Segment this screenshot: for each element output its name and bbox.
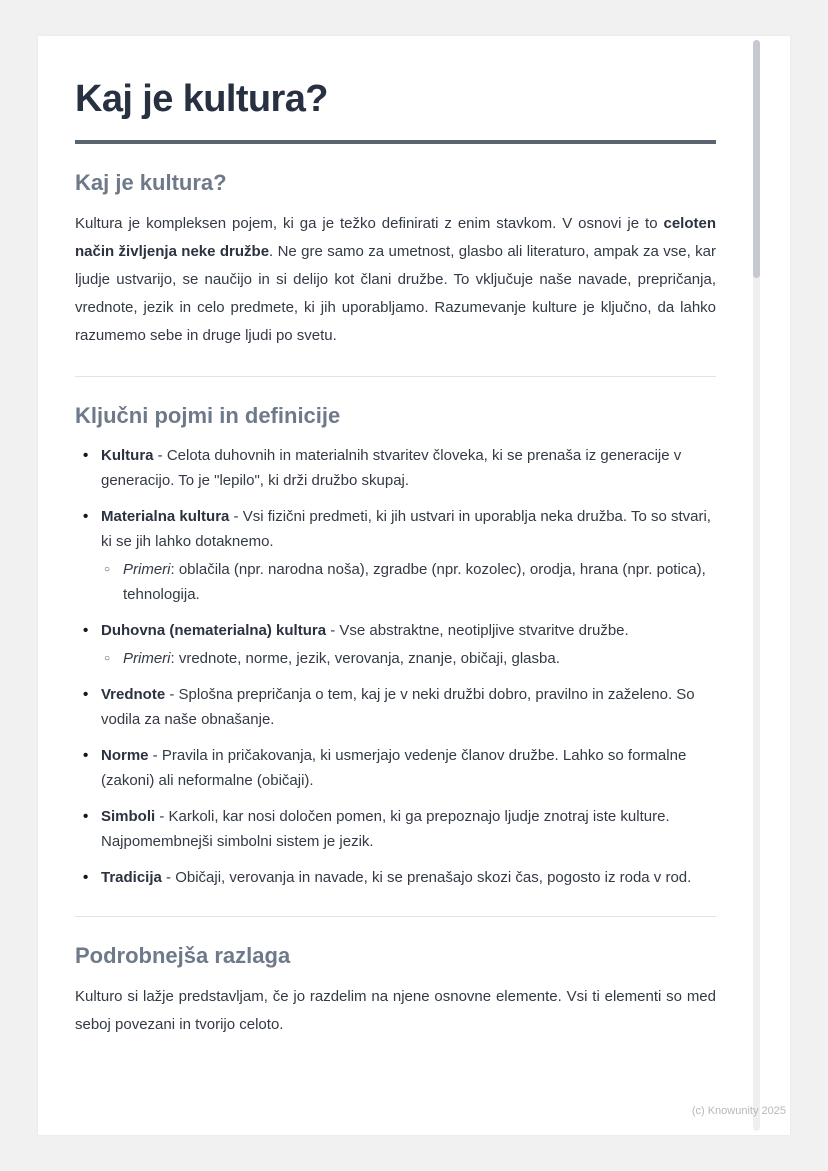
list-item-vrednote	[75, 682, 716, 732]
term-label: Simboli	[101, 808, 156, 825]
section-divider-2	[75, 916, 716, 917]
document-page	[38, 36, 790, 1135]
term-label: Tradicija	[101, 869, 162, 886]
term-definition: - Splošna prepričanja o tem, kaj je v neki družbi dobro, pravilno in zaželeno. So vodila za naše obnašanje.	[101, 686, 695, 728]
section-heading-intro: Kaj je kultura?	[75, 170, 227, 195]
examples-text: : vrednote, norme, jezik, verovanja, znanje, običaji, glasba.	[170, 650, 560, 667]
examples-sublist	[101, 557, 716, 607]
intro-bold-phrase: celoten način življenja neke družbe	[75, 215, 716, 260]
term-definition: - Običaji, verovanja in navade, ki se prenašajo skozi čas, pogosto iz roda v rod.	[161, 869, 692, 886]
list-item-kultura	[75, 443, 716, 493]
examples-text: : oblačila (npr. narodna noša), zgradbe (npr. kozolec), orodja, hrana (npr. potica), tehnologija.	[123, 561, 706, 603]
term-label: Vrednote	[101, 686, 166, 703]
section-heading-key-concepts: Ključni pojmi in definicije	[75, 403, 341, 428]
examples-sublist	[101, 646, 716, 671]
watermark: (c) Knowunity 2025	[691, 1105, 786, 1117]
list-item-tradicija	[75, 865, 716, 890]
term-definition: - Vsi fizični predmeti, ki jih ustvari in uporablja neka družba. To so stvari, ki se jih lahko dotaknemo.	[101, 508, 711, 550]
list-item-materialna-kultura	[75, 504, 716, 607]
list-item-duhovna-kultura	[75, 618, 716, 671]
list-item-norme	[75, 743, 716, 793]
list-item-simboli	[75, 804, 716, 854]
term-definition: - Vse abstraktne, neotipljive stvaritve družbe.	[326, 622, 629, 639]
term-label: Duhovna (nematerialna) kultura	[101, 622, 327, 639]
intro-paragraph	[75, 210, 716, 350]
term-definition: - Celota duhovnih in materialnih stvaritev človeka, ki se prenaša iz generacije v generacijo. To je "lepilo", ki drži družbo skupaj.	[101, 447, 682, 489]
term-definition: - Karkoli, kar nosi določen pomen, ki ga prepoznajo ljudje znotraj iste kulture. Najpomembnejši simbolni sistem je jezik.	[101, 808, 670, 850]
term-label: Norme	[101, 747, 149, 764]
key-concepts-list	[75, 443, 716, 890]
term-label: Materialna kultura	[101, 508, 230, 525]
section-divider-1	[75, 376, 716, 377]
document-content	[38, 36, 790, 1039]
examples-label: Primeri	[123, 561, 171, 578]
detail-paragraph: Kulturo si lažje predstavljam, če jo razdelim na njene osnovne elemente. Vsi ti elementi so med seboj povezani in tvorijo celoto.	[75, 988, 716, 1033]
examples-item	[101, 646, 716, 671]
document-title: Kaj je kultura?	[75, 78, 328, 120]
intro-text-2: . Ne gre samo za umetnost, glasbo ali literaturo, ampak za vse, kar ljudje ustvarijo, se naučijo in si delijo kot člani družbe. To vključuje naše navade, prepričanja, vrednote, jezik in celo predmete, ki jih uporabljamo. Razumevanje kulture je ključno, da lahko razumemo sebe in druge ljudi po svetu.	[75, 243, 716, 344]
term-definition: - Pravila in pričakovanja, ki usmerjajo vedenje članov družbe. Lahko so formalne (zakoni) ali neformalne (običaji).	[101, 747, 687, 789]
title-divider	[75, 140, 716, 144]
examples-item	[101, 557, 716, 607]
term-label: Kultura	[101, 447, 154, 464]
intro-text-1: Kultura je kompleksen pojem, ki ga je težko definirati z enim stavkom. V osnovi je to	[75, 215, 664, 232]
examples-label: Primeri	[123, 650, 171, 667]
section-heading-detail: Podrobnejša razlaga	[75, 943, 291, 968]
